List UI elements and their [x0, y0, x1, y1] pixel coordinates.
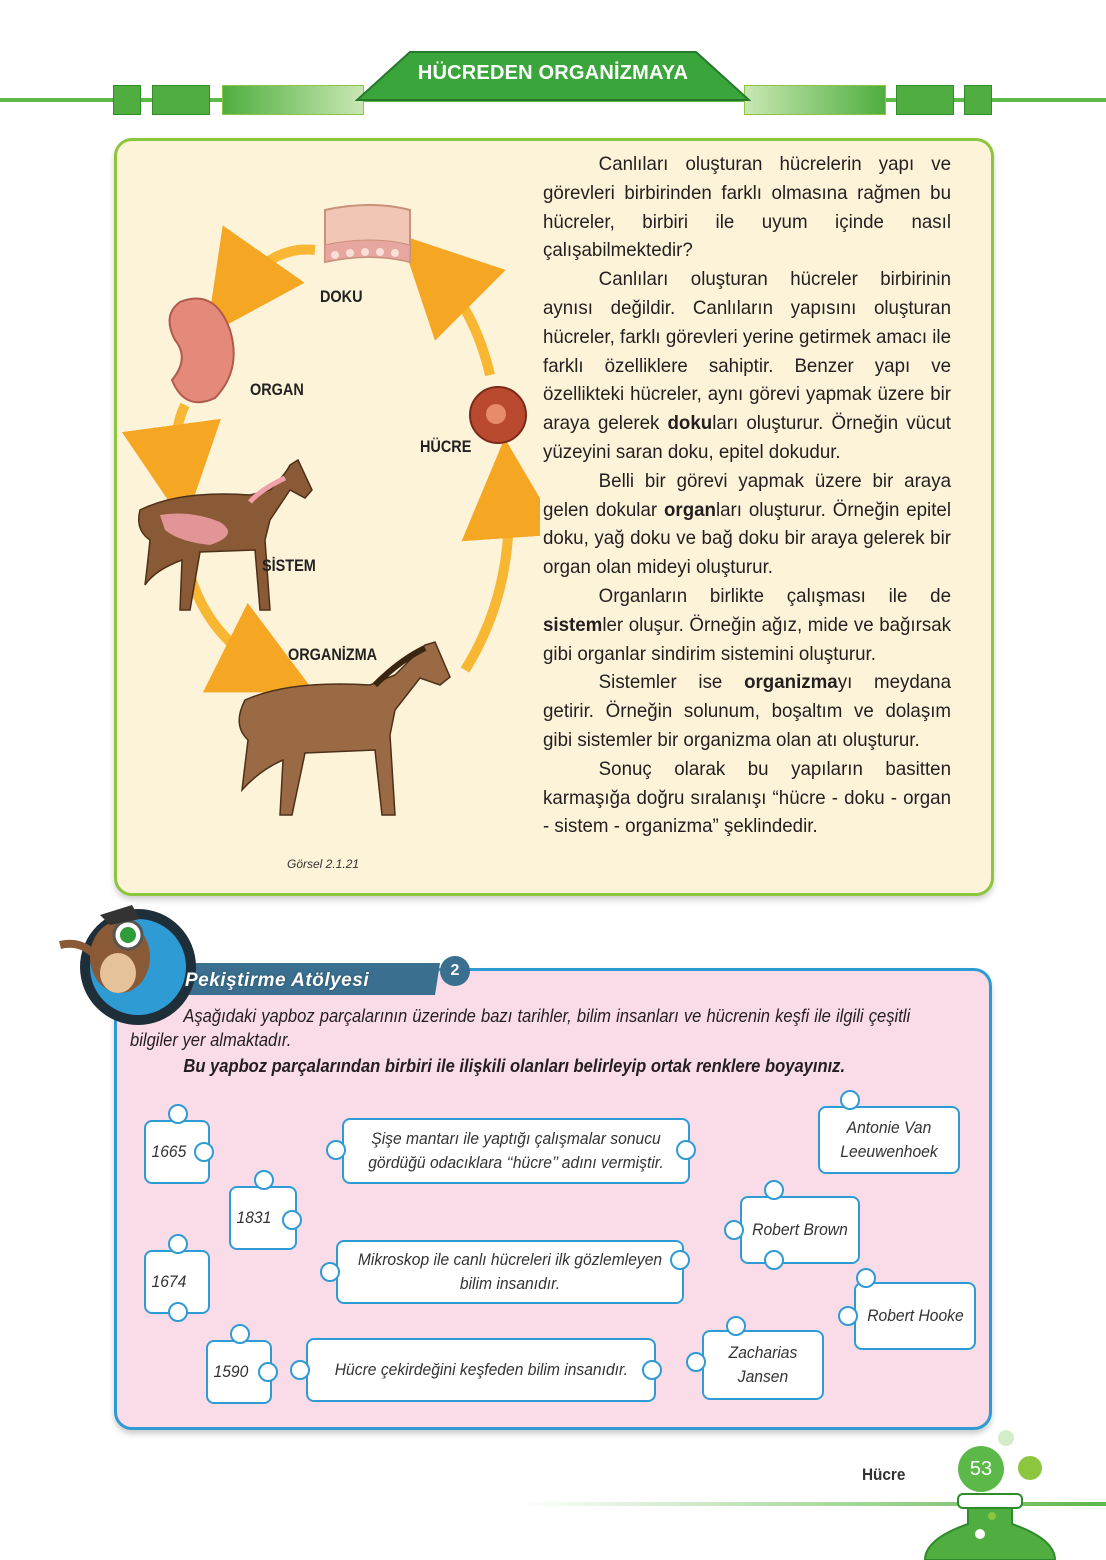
- flask-decoration-icon: [920, 1424, 1100, 1560]
- workshop-intro: Aşağıdaki yapboz parçalarının üzerinde bazı tarihler, bilim insanları ve hücrenin keşfi ile ilgili çeşitli bilgiler yer almaktadır.: [130, 1006, 911, 1050]
- puzzle-piece-year[interactable]: 1831: [229, 1186, 297, 1250]
- puzzle-knob: [676, 1140, 696, 1160]
- workshop-title: Pekiştirme Atölyesi: [185, 970, 370, 991]
- page-number: 53: [958, 1446, 1004, 1492]
- paragraph: Belli bir görevi yapmak üzere bir araya gelen dokular organları oluşturur. Örneğin epitel doku, yağ doku ve bağ doku bir araya gelerek bir organ olan mideyi oluşturur.: [543, 469, 951, 579]
- puzzle-knob: [840, 1090, 860, 1110]
- puzzle-knob: [258, 1362, 278, 1382]
- puzzle-piece-scientist[interactable]: Zacharias Jansen: [702, 1330, 824, 1400]
- puzzle-piece-scientist[interactable]: Robert Hooke: [854, 1282, 976, 1350]
- puzzle-knob: [726, 1316, 746, 1336]
- puzzle-knob: [326, 1140, 346, 1160]
- section-name: Hücre: [862, 1465, 906, 1484]
- paragraph: Canlıları oluşturan hücrelerin yapı ve görevleri birbirinden farklı olmasına rağmen bu hücreler, birbiri ile uyum içinde nasıl çalışabilmektedir?: [543, 153, 951, 262]
- label-sistem: SİSTEM: [262, 556, 316, 575]
- puzzle-piece-statement[interactable]: Mikroskop ile canlı hücreleri ilk gözlemleyen bilim insanıdır.: [336, 1240, 684, 1304]
- puzzle-knob: [194, 1142, 214, 1162]
- label-organ: ORGAN: [250, 380, 304, 399]
- label-organizma: ORGANİZMA: [288, 645, 378, 664]
- puzzle-knob: [168, 1104, 188, 1124]
- paragraph: Canlıları oluşturan hücreler birbirinin aynısı değildir. Canlıların yapısını oluşturan hücreler, farklı görevleri yerine getirmek amacı ile farklı özelliklere sahiptir. Benzer yapı ve özellikteki hücreler, aynı görevi yapmak üzere bir araya gelerek dokuları oluşturur. Örneğin vücut yüzeyini saran doku, epitel dokudur.: [543, 268, 951, 463]
- puzzle-piece-year[interactable]: 1665: [144, 1120, 210, 1184]
- tissue-illustration: [325, 205, 410, 262]
- puzzle-piece-statement[interactable]: Şişe mantarı ile yaptığı çalışmalar sonucu gördüğü odacıklara ‘‘hücre’’ adını vermiştir.: [342, 1118, 690, 1184]
- puzzle-piece-scientist[interactable]: Robert Brown: [740, 1196, 860, 1264]
- page-title: HÜCREDEN ORGANİZMAYA: [417, 62, 689, 84]
- puzzle-piece-year[interactable]: 1674: [144, 1250, 210, 1314]
- puzzle-knob: [168, 1234, 188, 1254]
- puzzle-knob: [670, 1250, 690, 1270]
- puzzle-piece-scientist[interactable]: Antonie Van Leeuwenhoek: [818, 1106, 960, 1174]
- paragraph: Sistemler ise organizmayı meydana getirir. Örneğin solunum, boşaltım ve dolaşım gibi sistemler bir organizma olan atı oluşturur.: [543, 671, 951, 751]
- puzzle-piece-year[interactable]: 1590: [206, 1340, 272, 1404]
- puzzle-knob: [320, 1262, 340, 1282]
- label-hucre: HÜCRE: [420, 437, 472, 456]
- puzzle-knob: [764, 1250, 784, 1270]
- puzzle-knob: [168, 1302, 188, 1322]
- puzzle-knob: [290, 1360, 310, 1380]
- puzzle-knob: [686, 1352, 706, 1372]
- label-doku: DOKU: [320, 287, 363, 306]
- paragraph: Sonuç olarak bu yapıların basitten karmaşığa doğru sıralanışı “hücre - doku - organ - sistem - organizma” şeklindedir.: [543, 757, 951, 838]
- body-text: [543, 150, 951, 841]
- puzzle-knob: [282, 1210, 302, 1230]
- paragraph: Organların birlikte çalışması ile de sistemler oluşur. Örneğin ağız, mide ve bağırsak gibi organlar sindirim sistemini oluşturur.: [543, 584, 951, 665]
- puzzle-knob: [856, 1268, 876, 1288]
- workshop-number: 2: [440, 956, 470, 986]
- puzzle-knob: [254, 1170, 274, 1190]
- puzzle-knob: [838, 1306, 858, 1326]
- puzzle-knob: [764, 1180, 784, 1200]
- puzzle-knob: [642, 1360, 662, 1380]
- puzzle-knob: [724, 1220, 744, 1240]
- workshop-instruction: Bu yapboz parçalarından birbiri ile ilişkili olanları belirleyip ortak renklere boyayınız.: [183, 1056, 846, 1076]
- puzzle-knob: [230, 1324, 250, 1344]
- puzzle-piece-statement[interactable]: Hücre çekirdeğini keşfeden bilim insanıdır.: [306, 1338, 656, 1402]
- figure-caption: Görsel 2.1.21: [287, 857, 360, 871]
